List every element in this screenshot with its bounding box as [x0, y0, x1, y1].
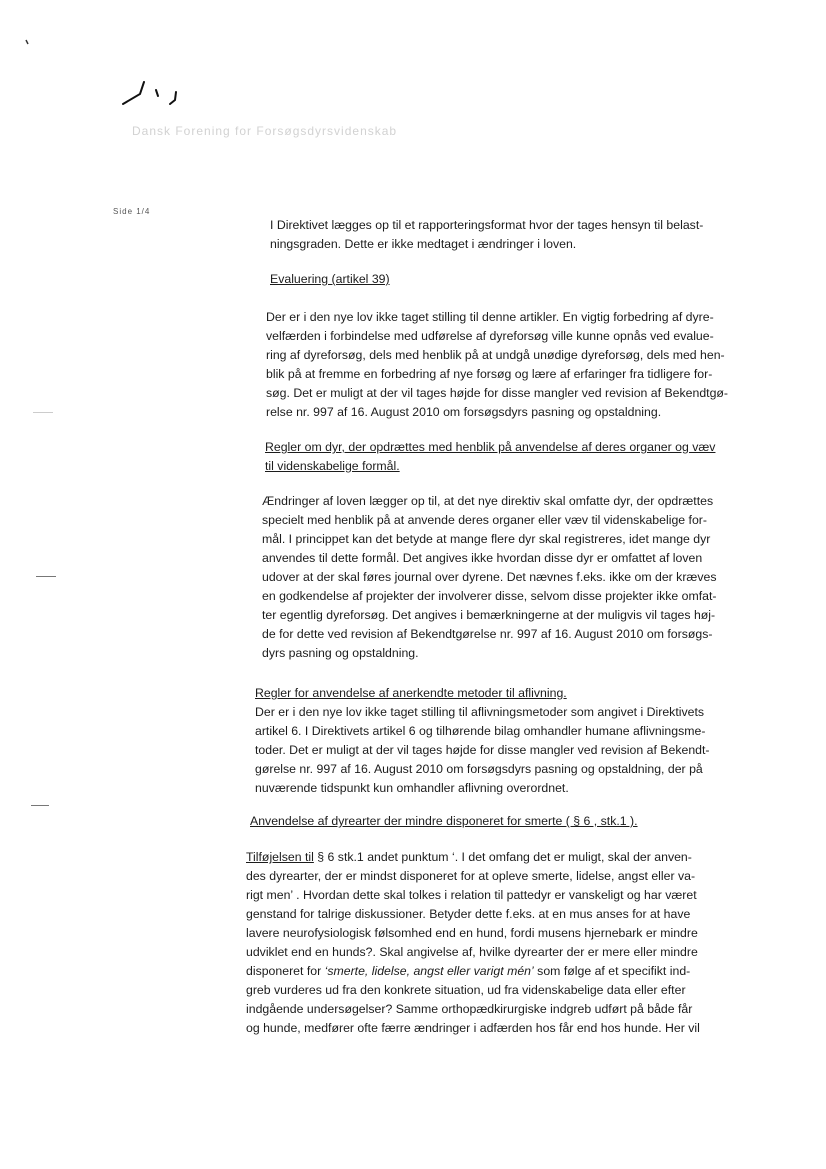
text-fragment: som følge af et specifikt ind-: [533, 964, 691, 978]
text-line: søg. Det er muligt at der vil tages højde for disse mangler ved revision af Bekendtgø-: [266, 386, 729, 400]
text-line: lavere neurofysiologisk følsomhed end en hund, fordi musens hjernebark er mindre: [246, 926, 698, 940]
text-line: I Direktivet lægges op til et rapporteringsformat hvor der tages hensyn til belast-: [270, 218, 704, 232]
heading-text: Anvendelse af dyrearter der mindre disponeret for smerte ( § 6 , stk.1 ).: [250, 814, 638, 828]
text-line: ningsgraden. Dette er ikke medtaget i ændringer i loven.: [270, 237, 577, 251]
text-line: Ændringer af loven lægger op til, at det nye direktiv skal omfatte dyr, der opdrættes: [262, 494, 714, 508]
text-line: greb vurderes ud fra den konkrete situation, ud fra videnskabelige data eller efter: [246, 983, 686, 997]
text-line: des dyrearter, der er mindst disponeret for at opleve smerte, lidelse, angst eller va-: [246, 869, 696, 883]
text-line: og hunde, medfører ofte færre ændringer i adfærden hos får end hos hunde. Her vil: [246, 1021, 700, 1035]
paragraph-evaluering: [266, 308, 776, 422]
text-line: relse nr. 997 af 16. August 2010 om forsøgsdyrs pasning og opstaldning.: [266, 405, 662, 419]
text-line: de for dette ved revision af Bekendtgørelse nr. 997 af 16. August 2010 om forsøgs-: [262, 627, 713, 641]
text-line: velfærden i forbindelse med udførelse af dyreforsøg ville kunne opnås ved evalue-: [266, 329, 714, 343]
italic-quote: ‘smerte, lidelse, angst eller varigt mén’: [324, 964, 534, 978]
heading-regler-opdraet: [265, 438, 775, 476]
text-fragment: § 6 stk.1 andet punktum ‘. I det omfang det er muligt, skal der anven-: [313, 850, 692, 864]
paragraph-aflivning: [255, 703, 765, 798]
text-line: indgående undersøgelser? Samme orthopædkirurgiske indgreb udført på både får: [246, 1002, 693, 1016]
text-line: toder. Det er muligt at der vil tages højde for disse mangler ved revision af Bekendt-: [255, 743, 710, 757]
heading-evaluering: [270, 270, 780, 289]
text-line: [246, 848, 756, 867]
underlined-term: Tilføjelsen til: [246, 850, 314, 864]
text-line: rigt men’ . Hvordan dette skal tolkes i relation til pattedyr er vanskeligt og har været: [246, 888, 697, 902]
paragraph-regler-opdraet: [262, 492, 772, 663]
margin-dash: [33, 412, 53, 413]
text-line: specielt med henblik på at anvende deres organer eller væv til videnskabelige for-: [262, 513, 707, 527]
text-line: en godkendelse af projekter der involverer disse, selvom disse projekter ikke omfat-: [262, 589, 717, 603]
text-line: nuværende tidspunkt kun omhandler aflivning overordnet.: [255, 781, 569, 795]
text-line: dyrs pasning og opstaldning.: [262, 646, 419, 660]
faded-letterhead: Dansk Forening for Forsøgsdyrsvidenskab: [132, 124, 398, 138]
paragraph-dyrearter: [246, 848, 756, 1038]
text-line: Der er i den nye lov ikke taget stilling til denne artikler. En vigtig forbedring af dyre-: [266, 310, 714, 324]
heading-text: Regler for anvendelse af anerkendte metoder til aflivning.: [255, 686, 567, 700]
heading-dyrearter: [250, 812, 760, 831]
text-line: genstand for talrige diskussioner. Betyder dette f.eks. at en mus anses for at have: [246, 907, 691, 921]
text-line: blik på at fremme en forbedring af nye forsøg og lære af erfaringer fra tidligere for-: [266, 367, 713, 381]
text-fragment: disponeret for: [246, 964, 325, 978]
text-line: anvendes til dette formål. Det angives ikke hvordan disse dyr er omfattet af loven: [262, 551, 703, 565]
heading-text: Evaluering (artikel 39): [270, 272, 390, 286]
text-line: Der er i den nye lov ikke taget stilling til aflivningsmetoder som angivet i Direktivets: [255, 705, 705, 719]
heading-aflivning: [255, 684, 765, 703]
margin-dash: [31, 805, 49, 806]
margin-dash: [36, 576, 56, 577]
text-line: artikel 6. I Direktivets artikel 6 og tilhørende bilag omhandler humane aflivningsme-: [255, 724, 706, 738]
text-line: udviklet end en hunds?. Skal angivelse af, hvilke dyrearter der er mere eller mindre: [246, 945, 698, 959]
paragraph-reporting-format: [270, 216, 780, 254]
text-line: ring af dyreforsøg, dels med henblik på at undgå unødige dyreforsøg, dels med hen-: [266, 348, 725, 362]
heading-text: Regler om dyr, der opdrættes med henblik på anvendelse af deres organer og væv: [265, 440, 716, 454]
text-line: mål. I princippet kan det betyde at mange flere dyr skal registreres, idet mange dyr: [262, 532, 711, 546]
handwritten-signature: [118, 74, 198, 114]
text-line: [246, 962, 756, 981]
handwritten-mark: [20, 34, 40, 48]
text-line: gørelse nr. 997 af 16. August 2010 om forsøgsdyrs pasning og opstaldning, der på: [255, 762, 703, 776]
page-number: Side 1/4: [113, 207, 151, 216]
text-line: ter egentlig dyreforsøg. Det angives i bemærkningerne at der muligvis vil tages høj-: [262, 608, 716, 622]
text-line: udover at der skal føres journal over dyrene. Det nævnes f.eks. ikke om der kræves: [262, 570, 717, 584]
heading-text: til videnskabelige formål.: [265, 459, 400, 473]
